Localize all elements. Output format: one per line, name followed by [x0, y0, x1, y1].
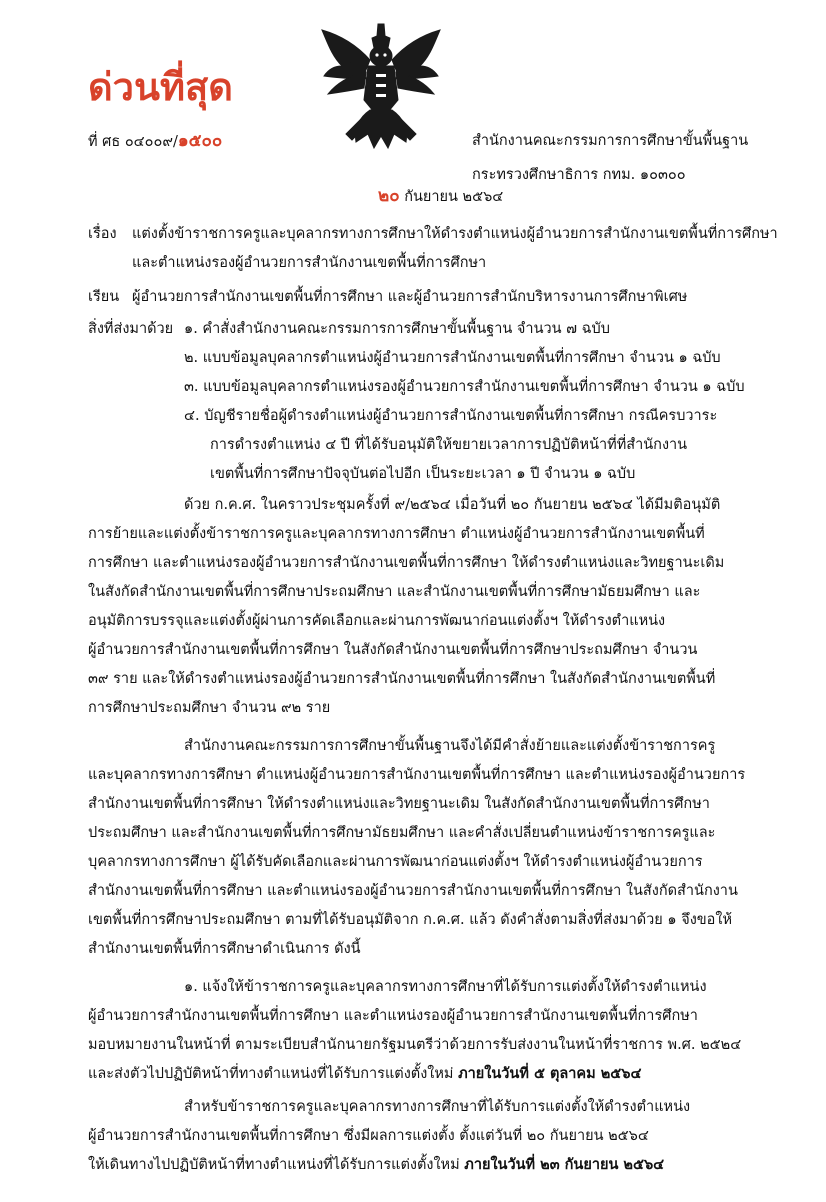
- para2-line: สำนักงานเขตพื้นที่การศึกษา และตำแหน่งรองผู้อำนวยการสำนักงานเขตพื้นที่การศึกษา ในสังกัดสำนักงาน: [88, 883, 738, 899]
- enclosures-label: สิ่งที่ส่งมาด้วย: [88, 321, 174, 337]
- enclosure-item-2: ๒. แบบข้อมูลบุคลากรตำแหน่งผู้อำนวยการสำนักงานเขตพื้นที่การศึกษา จำนวน ๑ ฉบับ: [184, 350, 721, 366]
- office-name: สำนักงานคณะกรรมการการศึกษาขั้นพื้นฐาน: [472, 133, 749, 149]
- para3-last-text: และส่งตัวไปปฏิบัติหน้าที่ทางตำแหน่งที่ได้รับการแต่งตั้งใหม่: [88, 1066, 459, 1082]
- subject-line-1: แต่งตั้งข้าราชการครูและบุคลากรทางการศึกษาให้ดำรงตำแหน่งผู้อำนวยการสำนักงานเขตพื้นที่การศึกษา: [132, 226, 778, 242]
- para4-last-text: ให้เดินทางไปปฏิบัติหน้าที่ทางตำแหน่งที่ได้รับการแต่งตั้งใหม่: [88, 1157, 465, 1173]
- para2-line: สำนักงานเขตพื้นที่การศึกษา ให้ดำรงตำแหน่งและวิทยฐานะเดิม ในสังกัดสำนักงานเขตพื้นที่การศึกษา: [88, 796, 710, 812]
- enclosure-item-3: ๓. แบบข้อมูลบุคลากรตำแหน่งรองผู้อำนวยการสำนักงานเขตพื้นที่การศึกษา จำนวน ๑ ฉบับ: [184, 379, 745, 395]
- para2-line: และบุคลากรทางการศึกษา ตำแหน่งผู้อำนวยการสำนักงานเขตพื้นที่การศึกษา และตำแหน่งรองผู้อำนวยการ: [88, 767, 746, 783]
- para2-line: เขตพื้นที่การศึกษาประถมศึกษา ตามที่ได้รับอนุมัติจาก ก.ค.ศ. แล้ว ดังคำสั่งตามสิ่งที่ส่งมาด้วย ๑ จึงขอให้: [88, 912, 733, 928]
- enclosure-item-4-line-1: ๔. บัญชีรายชื่อผู้ดำรงตำแหน่งผู้อำนวยการสำนักงานเขตพื้นที่การศึกษา กรณีครบวาระ: [184, 408, 718, 424]
- subject-line-2: และตำแหน่งรองผู้อำนวยการสำนักงานเขตพื้นที่การศึกษา: [132, 255, 487, 271]
- para4-line: สำหรับข้าราชการครูและบุคลากรทางการศึกษาที่ได้รับการแต่งตั้งให้ดำรงตำแหน่ง: [184, 1099, 691, 1115]
- para1-line: ด้วย ก.ค.ศ. ในคราวประชุมครั้งที่ ๙/๒๕๖๔ เมื่อวันที่ ๒๐ กันยายน ๒๕๖๔ ได้มีมติอนุมัติ: [184, 497, 721, 513]
- urgency-stamp: ด่วนที่สุด: [88, 65, 233, 109]
- para1-line: ๓๙ ราย และให้ดำรงตำแหน่งรองผู้อำนวยการสำนักงานเขตพื้นที่การศึกษา ในสังกัดสำนักงานเขตพื้นที่: [88, 671, 716, 687]
- para1-line: ผู้อำนวยการสำนักงานเขตพื้นที่การศึกษา ในสังกัดสำนักงานเขตพื้นที่การศึกษาประถมศึกษา จำนวน: [88, 642, 698, 658]
- date-day: ๒๐: [378, 186, 400, 206]
- para2-line: สำนักงานคณะกรรมการการศึกษาขั้นพื้นฐานจึงได้มีคำสั่งย้ายและแต่งตั้งข้าราชการครู: [184, 738, 716, 754]
- para3-line: ๑. แจ้งให้ข้าราชการครูและบุคลากรทางการศึกษาที่ได้รับการแต่งตั้งให้ดำรงตำแหน่ง: [184, 979, 707, 995]
- para3-line: [88, 1063, 641, 1085]
- para2-line: ประถมศึกษา และสำนักงานเขตพื้นที่การศึกษามัธยมศึกษา และคำสั่งเปลี่ยนตำแหน่งข้าราชการครูและ: [88, 825, 716, 841]
- subject-label: เรื่อง: [88, 226, 117, 242]
- enclosure-item-4-line-2: การดำรงตำแหน่ง ๔ ปี ที่ได้รับอนุมัติให้ขยายเวลาการปฏิบัติหน้าที่ที่สำนักงาน: [210, 437, 688, 453]
- to-label: เรียน: [88, 289, 120, 305]
- garuda-emblem-icon: [318, 22, 444, 154]
- para4-deadline: ภายในวันที่ ๒๓ กันยายน ๒๕๖๔: [464, 1156, 665, 1173]
- document-number: [88, 128, 222, 154]
- document-number-value: ๑๕๐๐: [177, 131, 223, 151]
- para1-line: การศึกษา และตำแหน่งรองผู้อำนวยการสำนักงานเขตพื้นที่การศึกษา ให้ดำรงตำแหน่งและวิทยฐานะเดิม: [88, 555, 725, 571]
- office-address: กระทรวงศึกษาธิการ กทม. ๑๐๓๐๐: [472, 167, 686, 183]
- para1-line: การศึกษาประถมศึกษา จำนวน ๙๒ ราย: [88, 700, 331, 716]
- para2-line: บุคลากรทางการศึกษา ผู้ได้รับคัดเลือกและผ่านการพัฒนาก่อนแต่งตั้งฯ ให้ดำรงตำแหน่งผู้อำนวยการ: [88, 854, 703, 870]
- para1-line: อนุมัติการบรรจุและแต่งตั้งผู้ผ่านการคัดเลือกและผ่านการพัฒนาก่อนแต่งตั้งฯ ให้ดำรงตำแหน่ง: [88, 613, 666, 629]
- enclosure-item-1: ๑. คำสั่งสำนักงานคณะกรรมการการศึกษาขั้นพื้นฐาน จำนวน ๗ ฉบับ: [184, 321, 610, 337]
- date-month-year: กันยายน ๒๕๖๔: [399, 189, 504, 205]
- document-date: [378, 183, 503, 209]
- para3-deadline: ภายในวันที่ ๕ ตุลาคม ๒๕๖๔: [458, 1065, 642, 1082]
- para4-line: ผู้อำนวยการสำนักงานเขตพื้นที่การศึกษา ซึ่งมีผลการแต่งตั้ง ตั้งแต่วันที่ ๒๐ กันยายน ๒๕๖๔: [88, 1128, 649, 1144]
- issuing-office: [472, 124, 802, 192]
- para1-line: ในสังกัดสำนักงานเขตพื้นที่การศึกษาประถมศึกษา และสำนักงานเขตพื้นที่การศึกษามัธยมศึกษา และ: [88, 584, 701, 600]
- para2-line: สำนักงานเขตพื้นที่การศึกษาดำเนินการ ดังนี้: [88, 941, 361, 957]
- para1-line: การย้ายและแต่งตั้งข้าราชการครูและบุคลากรทางการศึกษา ตำแหน่งผู้อำนวยการสำนักงานเขตพื้นที่: [88, 526, 705, 542]
- to-recipient: ผู้อำนวยการสำนักงานเขตพื้นที่การศึกษา และผู้อำนวยการสำนักบริหารงานการศึกษาพิเศษ: [132, 289, 688, 305]
- enclosure-item-4-line-3: เขตพื้นที่การศึกษาปัจจุบันต่อไปอีก เป็นระยะเวลา ๑ ปี จำนวน ๑ ฉบับ: [210, 466, 636, 482]
- document-number-prefix: ที่ ศธ ๐๔๐๐๙/: [88, 134, 178, 150]
- para3-line: มอบหมายงานในหน้าที่ ตามระเบียบสำนักนายกรัฐมนตรีว่าด้วยการรับส่งงานในหน้าที่ราชการ พ.ศ. ๒๕๒๔: [88, 1037, 742, 1053]
- para4-line: [88, 1154, 664, 1176]
- para3-line: ผู้อำนวยการสำนักงานเขตพื้นที่การศึกษา และตำแหน่งรองผู้อำนวยการสำนักงานเขตพื้นที่การศึกษา: [88, 1008, 698, 1024]
